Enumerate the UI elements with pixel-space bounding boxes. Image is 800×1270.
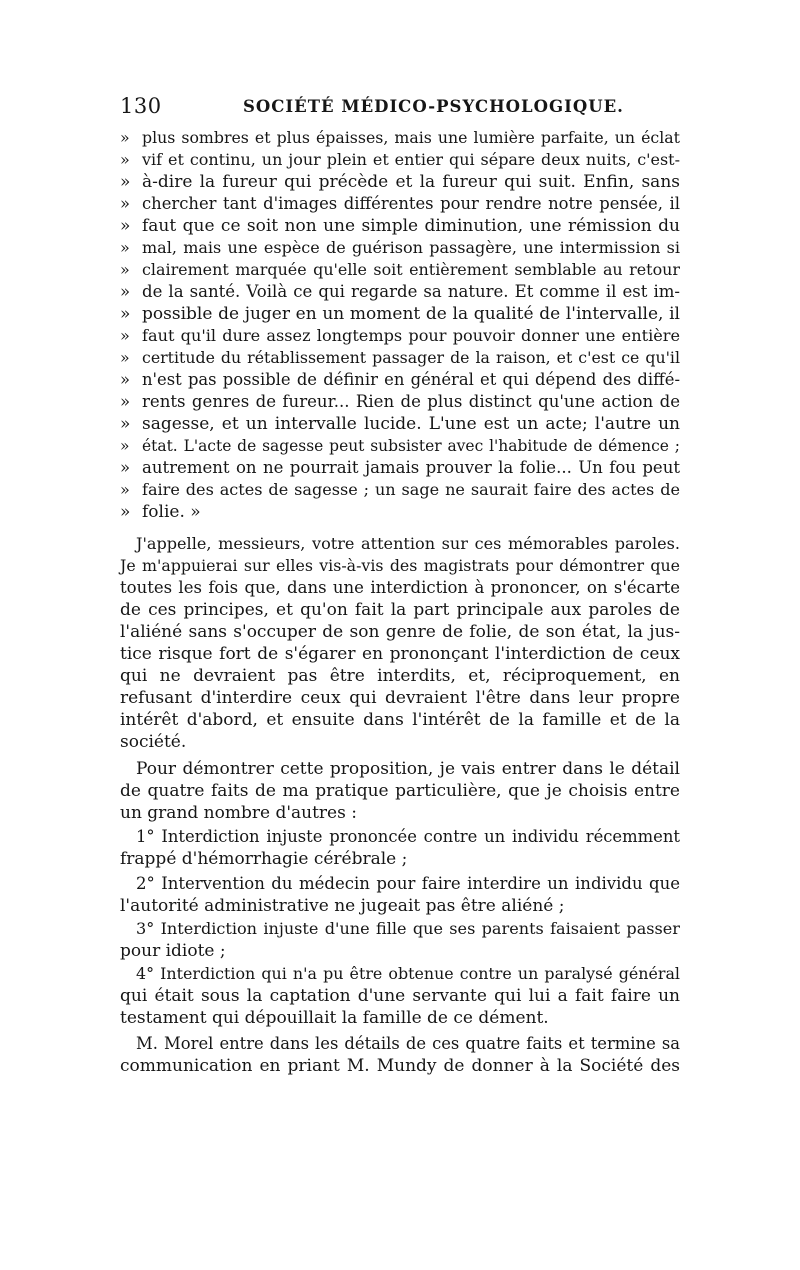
quote-line: » faire des actes de sagesse ; un sage ne saurait faire des actes de: [120, 479, 680, 501]
quote-line: » faut que ce soit non une simple diminution, une rémission du: [120, 215, 680, 237]
page-number: 130: [120, 94, 162, 118]
quote-line: » à-dire la fureur qui précède et la fureur qui suit. Enfin, sans: [120, 171, 680, 193]
paragraph-morel: [120, 1033, 680, 1077]
quote-line: » de la santé. Voilà ce qui regarde sa nature. Et comme il est im-: [120, 281, 680, 303]
quote-line: » rents genres de fureur... Rien de plus distinct qu'une action de: [120, 391, 680, 413]
quote-line: » sagesse, et un intervalle lucide. L'une est un acte; l'autre un: [120, 413, 680, 435]
quote-line: » possible de juger en un moment de la qualité de l'intervalle, il: [120, 303, 680, 325]
text-line: toutes les fois que, dans une interdiction à prononcer, on s'écarte: [120, 578, 680, 597]
text-line: refusant d'interdire ceux qui devraient l'être dans leur propre: [120, 688, 680, 708]
text-line: pour idiote ;: [120, 941, 226, 961]
text-line: 2° Intervention du médecin pour faire interdire un individu que: [136, 874, 680, 893]
text-line: M. Morel entre dans les détails de ces quatre faits et termine sa: [136, 1034, 680, 1053]
quote-line: » vif et continu, un jour plein et entier qui sépare deux nuits, c'est-: [120, 149, 680, 171]
text-line: de ces principes, et qu'on fait la part principale aux paroles de: [120, 600, 680, 620]
paragraph-proposition: [120, 758, 680, 824]
text-line: J'appelle, messieurs, votre attention sur ces mémorables paroles.: [136, 534, 680, 553]
list-item-4: [120, 963, 680, 1029]
text-line: communication en priant M. Mundy de donner à la Société des: [120, 1056, 680, 1076]
quote-line: » faut qu'il dure assez longtemps pour pouvoir donner une entière: [120, 325, 680, 347]
text-line: 4° Interdiction qui n'a pu être obtenue contre un paralysé général: [136, 964, 680, 983]
list-item-2: [120, 873, 680, 917]
quotation-block: [120, 127, 680, 523]
text-line: Je m'appuierai sur elles vis-à-vis des magistrats pour démontrer que: [120, 556, 680, 575]
text-line: Pour démontrer cette proposition, je vais entrer dans le détail: [136, 759, 680, 779]
quote-line: » chercher tant d'images différentes pour rendre notre pensée, il: [120, 193, 680, 215]
text-line: de quatre faits de ma pratique particulière, que je choisis entre: [120, 781, 680, 801]
text-line: testament qui dépouillait la famille de ce dément.: [120, 1008, 549, 1028]
text-line: l'aliéné sans s'occuper de son genre de folie, de son état, la jus-: [120, 622, 680, 642]
paragraph-attention: [120, 533, 680, 753]
text-line: tice risque fort de s'égarer en prononçant l'interdiction de ceux: [120, 644, 680, 664]
quote-line: » mal, mais une espèce de guérison passagère, une intermission si: [120, 237, 680, 259]
quote-line: » n'est pas possible de définir en général et qui dépend des diffé-: [120, 369, 680, 391]
text-line: qui ne devraient pas être interdits, et, réciproquement, en: [120, 666, 680, 686]
text-line: société.: [120, 732, 187, 752]
page-header: [120, 94, 680, 124]
quote-line: » folie. »: [120, 501, 680, 523]
quote-line: » clairement marquée qu'elle soit entièrement semblable au retour: [120, 259, 680, 281]
quote-line: » état. L'acte de sagesse peut subsister avec l'habitude de démence ;: [120, 435, 680, 457]
text-line: 1° Interdiction injuste prononcée contre un individu récemment: [136, 827, 680, 846]
text-line: intérêt d'abord, et ensuite dans l'intérêt de la famille et de la: [120, 710, 680, 730]
text-line: l'autorité administrative ne jugeait pas être aliéné ;: [120, 896, 565, 916]
running-title: SOCIÉTÉ MÉDICO-PSYCHOLOGIQUE.: [243, 97, 624, 116]
quote-line: » certitude du rétablissement passager de la raison, et c'est ce qu'il: [120, 347, 680, 369]
quote-line: » autrement on ne pourrait jamais prouver la folie... Un fou peut: [120, 457, 680, 479]
text-line: qui était sous la captation d'une servante qui lui a fait faire un: [120, 986, 680, 1006]
text-line: 3° Interdiction injuste d'une fille que ses parents faisaient passer: [136, 919, 680, 938]
list-item-3: [120, 918, 680, 962]
list-item-1: [120, 826, 680, 870]
text-line: frappé d'hémorrhagie cérébrale ;: [120, 849, 408, 869]
text-line: un grand nombre d'autres :: [120, 803, 357, 823]
quote-line: » plus sombres et plus épaisses, mais une lumière parfaite, un éclat: [120, 127, 680, 149]
